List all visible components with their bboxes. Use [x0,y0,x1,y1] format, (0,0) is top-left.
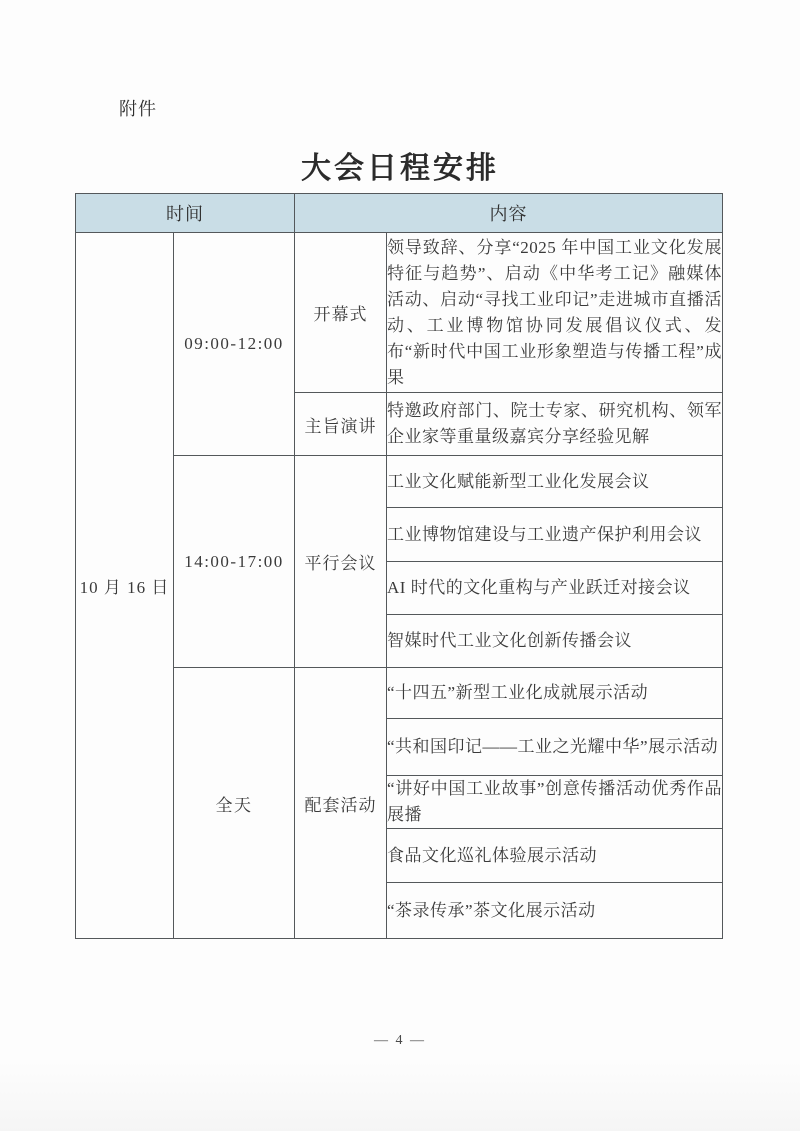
content-cell-parallel-1: 工业文化赋能新型工业化发展会议 [387,456,723,508]
session-type-keynote: 主旨演讲 [295,393,387,456]
content-cell-parallel-4: 智媒时代工业文化创新传播会议 [387,615,723,668]
content-cell-side-event-2: “共和国印记——工业之光耀中华”展示活动 [387,719,723,776]
content-cell-parallel-3: AI 时代的文化重构与产业跃迁对接会议 [387,562,723,615]
date-cell: 10 月 16 日 [76,233,174,939]
column-header-time: 时间 [76,194,295,233]
time-slot-morning: 09:00-12:00 [174,233,295,456]
content-cell-side-event-1: “十四五”新型工业化成就展示活动 [387,668,723,719]
session-type-side-events: 配套活动 [295,668,387,939]
table-row-parallel-1 [76,456,723,508]
attachment-label: 附件 [119,99,157,119]
table-row-side-event-1 [76,668,723,719]
content-cell-side-event-3: “讲好中国工业故事”创意传播活动优秀作品展播 [387,776,723,829]
session-type-opening-ceremony: 开幕式 [295,233,387,393]
table-row-opening [76,233,723,393]
table-header-row [76,194,723,233]
schedule-table [75,193,723,939]
page-number: — 4 — [374,1033,426,1048]
time-slot-afternoon: 14:00-17:00 [174,456,295,668]
page-title: 大会日程安排 [301,152,499,185]
content-cell-parallel-2: 工业博物馆建设与工业遗产保护利用会议 [387,508,723,562]
content-cell-opening-ceremony: 领导致辞、分享“2025 年中国工业文化发展特征与趋势”、启动《中华考工记》融媒体活动、启动“寻找工业印记”走进城市直播活动、工业博物馆协同发展倡议仪式、发布“新时代中国工业形象塑造与传播工程”成果 [387,233,723,393]
content-cell-side-event-4: 食品文化巡礼体验展示活动 [387,829,723,883]
content-cell-side-event-5: “茶录传承”茶文化展示活动 [387,883,723,939]
column-header-content: 内容 [295,194,723,233]
session-type-parallel-meetings: 平行会议 [295,456,387,668]
content-cell-keynote: 特邀政府部门、院士专家、研究机构、领军企业家等重量级嘉宾分享经验见解 [387,393,723,456]
time-slot-all-day: 全天 [174,668,295,939]
